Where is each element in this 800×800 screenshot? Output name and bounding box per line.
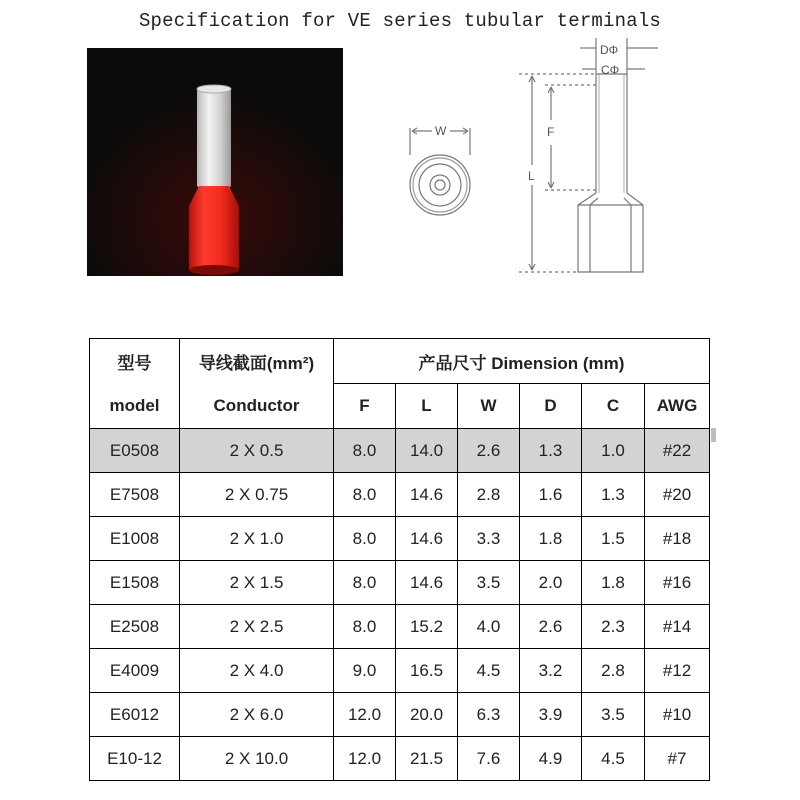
cell-model: E7508 [90, 473, 180, 517]
cell-L: 14.0 [396, 429, 458, 473]
cell-C: 2.3 [582, 605, 645, 649]
cell-model: E1008 [90, 517, 180, 561]
cell-AWG: #12 [645, 649, 710, 693]
cell-D: 3.2 [520, 649, 582, 693]
cell-conductor: 2 X 4.0 [180, 649, 334, 693]
cell-AWG: #7 [645, 737, 710, 781]
cell-conductor: 2 X 1.5 [180, 561, 334, 605]
cell-L: 15.2 [396, 605, 458, 649]
label-W: W [435, 124, 447, 138]
header-dimension: 产品尺寸 Dimension (mm) [334, 339, 710, 384]
header-AWG: AWG [645, 384, 710, 429]
cell-C: 1.8 [582, 561, 645, 605]
cell-AWG: #10 [645, 693, 710, 737]
cell-D: 1.6 [520, 473, 582, 517]
table-row [90, 605, 710, 649]
dimension-diagram [0, 0, 800, 300]
cell-model: E6012 [90, 693, 180, 737]
cell-conductor: 2 X 0.5 [180, 429, 334, 473]
cell-D: 3.9 [520, 693, 582, 737]
cell-L: 14.6 [396, 473, 458, 517]
header-model-cn: 型号 [90, 339, 180, 384]
label-F: F [547, 125, 555, 139]
spec-table [89, 338, 710, 781]
label-C-diameter: CΦ [601, 63, 620, 77]
cell-D: 2.6 [520, 605, 582, 649]
cell-W: 3.5 [458, 561, 520, 605]
scroll-marker [711, 428, 716, 442]
cell-AWG: #20 [645, 473, 710, 517]
cell-L: 16.5 [396, 649, 458, 693]
table-row [90, 561, 710, 605]
cell-model: E0508 [90, 429, 180, 473]
header-model: model [90, 384, 180, 429]
cell-D: 1.8 [520, 517, 582, 561]
cell-W: 2.6 [458, 429, 520, 473]
cell-D: 2.0 [520, 561, 582, 605]
cell-D: 1.3 [520, 429, 582, 473]
cell-F: 12.0 [334, 737, 396, 781]
cell-L: 14.6 [396, 517, 458, 561]
cell-W: 4.0 [458, 605, 520, 649]
cell-W: 2.8 [458, 473, 520, 517]
cell-W: 4.5 [458, 649, 520, 693]
cell-F: 8.0 [334, 517, 396, 561]
cell-model: E2508 [90, 605, 180, 649]
label-D-diameter: DΦ [600, 43, 619, 57]
cell-model: E4009 [90, 649, 180, 693]
header-D: D [520, 384, 582, 429]
cell-C: 1.3 [582, 473, 645, 517]
cell-F: 12.0 [334, 693, 396, 737]
cell-L: 20.0 [396, 693, 458, 737]
page-title: Specification for VE series tubular terminals [138, 10, 662, 32]
cell-F: 8.0 [334, 429, 396, 473]
cell-W: 6.3 [458, 693, 520, 737]
cell-conductor: 2 X 2.5 [180, 605, 334, 649]
cell-C: 2.8 [582, 649, 645, 693]
cell-model: E10-12 [90, 737, 180, 781]
cell-W: 7.6 [458, 737, 520, 781]
table-row [90, 429, 710, 473]
cell-F: 8.0 [334, 605, 396, 649]
table-row [90, 517, 710, 561]
cell-F: 8.0 [334, 561, 396, 605]
header-L: L [396, 384, 458, 429]
cell-conductor: 2 X 6.0 [180, 693, 334, 737]
cell-conductor: 2 X 1.0 [180, 517, 334, 561]
cell-AWG: #16 [645, 561, 710, 605]
cell-AWG: #18 [645, 517, 710, 561]
cell-C: 1.5 [582, 517, 645, 561]
cell-C: 3.5 [582, 693, 645, 737]
header-W: W [458, 384, 520, 429]
cell-D: 4.9 [520, 737, 582, 781]
cell-AWG: #22 [645, 429, 710, 473]
cell-F: 8.0 [334, 473, 396, 517]
header-row-1 [90, 339, 710, 384]
header-F: F [334, 384, 396, 429]
cell-C: 4.5 [582, 737, 645, 781]
table-row [90, 649, 710, 693]
cell-W: 3.3 [458, 517, 520, 561]
header-C: C [582, 384, 645, 429]
cell-F: 9.0 [334, 649, 396, 693]
cell-conductor: 2 X 0.75 [180, 473, 334, 517]
cell-L: 14.6 [396, 561, 458, 605]
cell-conductor: 2 X 10.0 [180, 737, 334, 781]
cell-model: E1508 [90, 561, 180, 605]
header-row-2 [90, 384, 710, 429]
cell-AWG: #14 [645, 605, 710, 649]
table-row [90, 693, 710, 737]
table-row [90, 737, 710, 781]
cell-C: 1.0 [582, 429, 645, 473]
table-row [90, 473, 710, 517]
header-conductor-cn: 导线截面(mm²) [180, 339, 334, 384]
cell-L: 21.5 [396, 737, 458, 781]
header-conductor: Conductor [180, 384, 334, 429]
label-L: L [528, 169, 535, 183]
